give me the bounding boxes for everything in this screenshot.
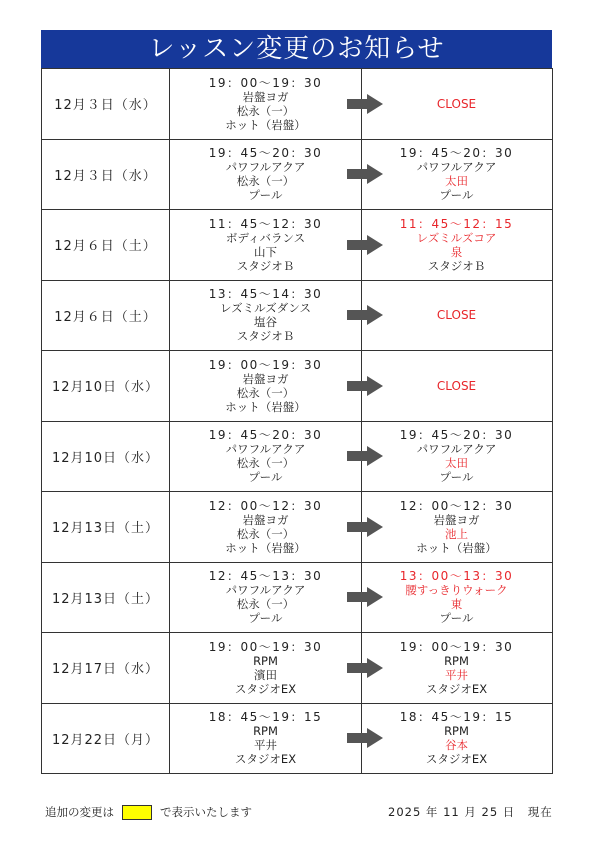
right-arrow-icon [347,164,383,184]
changed-lesson [361,421,553,492]
changed-lesson [361,139,553,210]
original-lesson [170,421,362,492]
original-program: レズミルズダンス [219,301,312,316]
schedule-row [42,69,553,140]
new-program: レズミルズコア [416,230,497,245]
original-instructor: 塩谷 [254,315,277,330]
lesson-date: 12月３日（水） [42,139,170,210]
new-time: 19：45～20：30 [399,428,514,443]
legend-note-after: で表示いたします [160,805,252,819]
original-time: 19：45～20：30 [208,146,323,161]
original-lesson [170,492,362,563]
original-program: RPM [253,724,278,739]
new-program: RPM [444,653,469,668]
original-program: 岩盤ヨガ [242,371,289,386]
close-label: CLOSE [436,96,477,111]
changed-lesson [361,492,553,563]
new-time: 19：00～19：30 [399,639,514,654]
right-arrow-icon [347,94,383,114]
original-lesson [170,69,362,140]
original-program: パワフルアクア [225,160,306,175]
schedule-row [42,562,553,633]
right-arrow-icon [347,658,383,678]
original-instructor: 松永（一） [236,526,295,541]
original-location: スタジオＢ [236,329,295,344]
right-arrow-icon [347,517,383,537]
original-instructor: 山下 [254,244,277,259]
original-location: プール [248,470,283,485]
original-time: 19：00～19：30 [208,639,323,654]
original-lesson [170,562,362,633]
lesson-date: 12月６日（土） [42,210,170,281]
original-program: 岩盤ヨガ [242,89,289,104]
changed-lesson [361,703,553,774]
original-location: スタジオEX [234,752,297,767]
original-lesson [170,139,362,210]
schedule-row [42,210,553,281]
new-instructor: 平井 [445,667,468,682]
original-location: プール [248,611,283,626]
original-time: 19：45～20：30 [208,428,323,443]
original-time: 18：45～19：15 [208,710,323,725]
original-location: ホット（岩盤） [225,399,306,414]
original-instructor: 平井 [254,738,277,753]
new-location: スタジオEX [425,681,488,696]
original-instructor: 松永（一） [236,174,295,189]
original-instructor: 松永（一） [236,597,295,612]
new-location: ホット（岩盤） [416,540,497,555]
changed-lesson [361,69,553,140]
new-location: プール [439,611,474,626]
right-arrow-icon [347,305,383,325]
changed-lesson [361,562,553,633]
schedule-row [42,421,553,492]
lesson-date: 12月３日（水） [42,69,170,140]
changed-lesson [361,351,553,422]
schedule-row [42,703,553,774]
original-instructor: 松永（一） [236,456,295,471]
new-program: 腰すっきりウォーク [405,583,508,598]
right-arrow-icon [347,587,383,607]
original-program: RPM [253,653,278,668]
new-location: スタジオＢ [427,258,486,273]
original-lesson [170,633,362,704]
original-time: 12：45～13：30 [208,569,323,584]
lesson-date: 12月６日（土） [42,280,170,351]
new-program: パワフルアクア [416,160,497,175]
yellow-legend-swatch [122,805,152,820]
new-instructor: 泉 [450,244,463,259]
new-location: スタジオEX [425,752,488,767]
lesson-date: 12月10日（水） [42,351,170,422]
original-location: スタジオEX [234,681,297,696]
new-instructor: 東 [450,597,463,612]
changed-lesson [361,280,553,351]
new-time: 13：00～13：30 [399,569,514,584]
new-program: RPM [444,724,469,739]
lesson-date: 12月10日（水） [42,421,170,492]
right-arrow-icon [347,376,383,396]
schedule-row [42,633,553,704]
new-location: プール [439,188,474,203]
lesson-date: 12月13日（土） [42,492,170,563]
original-time: 19：00～19：30 [208,357,323,372]
original-lesson [170,351,362,422]
new-time: 18：45～19：15 [399,710,514,725]
new-time: 11：45～12：15 [399,216,514,231]
original-lesson [170,280,362,351]
lesson-date: 12月22日（月） [42,703,170,774]
new-time: 19：45～20：30 [399,146,514,161]
new-program: 岩盤ヨガ [433,512,480,527]
original-lesson [170,703,362,774]
new-program: パワフルアクア [416,442,497,457]
right-arrow-icon [347,446,383,466]
schedule-row [42,280,553,351]
lesson-date: 12月13日（土） [42,562,170,633]
original-time: 11：45～12：30 [208,216,323,231]
original-program: 岩盤ヨガ [242,512,289,527]
legend-note [45,804,252,820]
right-arrow-icon [347,728,383,748]
changed-lesson [361,633,553,704]
original-time: 12：00～12：30 [208,498,323,513]
original-time: 13：45～14：30 [208,287,323,302]
original-time: 19：00～19：30 [208,75,323,90]
schedule-row [42,492,553,563]
lesson-date: 12月17日（水） [42,633,170,704]
original-lesson [170,210,362,281]
as-of-date: 2025 年 11 月 25 日 現在 [388,805,553,819]
original-instructor: 濱田 [254,667,277,682]
new-instructor: 池上 [445,526,468,541]
original-program: パワフルアクア [225,442,306,457]
new-instructor: 太田 [445,174,468,189]
page-title: レッスン変更のお知らせ [41,30,552,68]
new-location: プール [439,470,474,485]
original-location: ホット（岩盤） [225,117,306,132]
schedule-table [41,68,553,774]
close-label: CLOSE [436,378,477,393]
original-location: スタジオＢ [236,258,295,273]
original-location: プール [248,188,283,203]
new-time: 12：00～12：30 [399,498,514,513]
original-instructor: 松永（一） [236,385,295,400]
legend-note-before: 追加の変更は [45,805,114,819]
original-program: ボディバランス [225,230,306,245]
changed-lesson [361,210,553,281]
schedule-row [42,139,553,210]
schedule-row [42,351,553,422]
original-instructor: 松永（一） [236,103,295,118]
close-label: CLOSE [436,308,477,323]
new-instructor: 太田 [445,456,468,471]
right-arrow-icon [347,235,383,255]
original-program: パワフルアクア [225,583,306,598]
new-instructor: 谷本 [445,738,468,753]
original-location: ホット（岩盤） [225,540,306,555]
